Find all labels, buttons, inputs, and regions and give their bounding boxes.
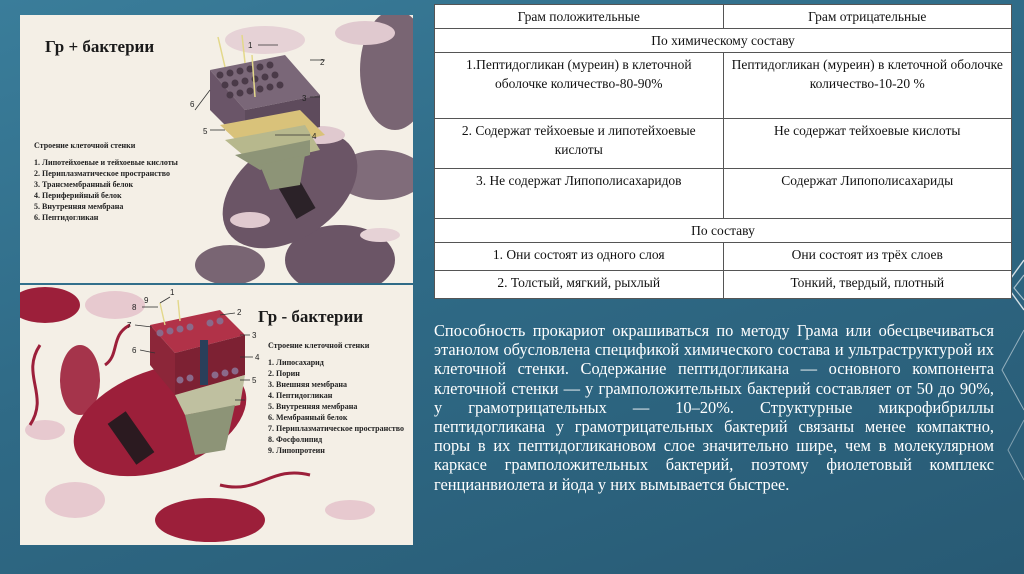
legend-item: 2. Порин [268, 369, 300, 378]
table-row [435, 271, 1012, 299]
callout-7: 7 [127, 321, 132, 330]
legend-item: 3. Внешняя мембрана [268, 380, 348, 389]
callout-5: 5 [252, 376, 257, 385]
legend-item: 8. Фосфолипид [268, 435, 323, 444]
callout-3: 3 [252, 331, 257, 340]
gram-negative-panel [20, 285, 413, 545]
legend-item: 4. Периферийный белок [34, 191, 122, 200]
callout-4: 4 [255, 353, 260, 362]
legend-item: 6. Мембранный белок [268, 413, 348, 422]
explanation-paragraph: Способность прокариот окрашиваться по методу Грама или обесцвечиваться этанолом обусловлена спецификой химического состава и ультраструктурой их клеточной стенки. Содержание пептидогликана — основного компонента клеточной стенки — у грамположительных бактерий составляет от 50 до 90%, у грамотрицательных — 10–20%. Структурные микрофибриллы пептидогликана у грамотрицательных бактерий связаны менее компактно, поры в их пептидогликановом слое значительно шире, чем в молекулярном каркасе грамположительных бактерий, поэтому фиолетовый комплекс генцианвиолета и йода у них вымывается быстрее. [434, 321, 994, 494]
gram-negative-legend [268, 340, 404, 456]
section-chemical-composition: По химическому составу [435, 29, 1012, 53]
callout-6: 6 [190, 100, 195, 109]
table-row [435, 53, 1012, 119]
legend-item: 1. Липотейхоевые и тейхоевые кислоты [34, 158, 178, 167]
table-row [435, 243, 1012, 271]
callout-6: 6 [132, 346, 137, 355]
legend-heading: Строение клеточной стенки [268, 341, 370, 350]
callout-1: 1 [248, 41, 253, 50]
table-cell: 1. Они состоят из одного слоя [435, 243, 724, 271]
legend-item: 5. Внутренняя мембрана [34, 202, 124, 211]
table-section-row [435, 29, 1012, 53]
section-composition: По составу [435, 219, 1012, 243]
table-cell: 2. Содержат тейхоевые и липотейхоевые кислоты [435, 119, 724, 169]
table-cell: 2. Толстый, мягкий, рыхлый [435, 271, 724, 299]
callout-1: 1 [170, 288, 175, 297]
legend-item: 7. Периплазматическое пространство [268, 424, 404, 433]
callout-8: 8 [132, 303, 137, 312]
callout-4: 4 [312, 132, 317, 141]
table-cell: Содержат Липополисахариды [723, 169, 1012, 219]
legend-item: 2. Периплазматическое пространство [34, 169, 170, 178]
gram-negative-title: Гр - бактерии [258, 307, 364, 326]
table-cell: Они состоят из трёх слоев [723, 243, 1012, 271]
callout-2: 2 [320, 58, 325, 67]
comparison-table [434, 4, 1012, 299]
gram-positive-panel [20, 15, 413, 283]
callout-9: 9 [144, 296, 149, 305]
legend-item: 4. Пептидогликан [268, 391, 333, 400]
legend-heading: Строение клеточной стенки [34, 141, 136, 150]
table-cell: Тонкий, твердый, плотный [723, 271, 1012, 299]
header-gram-negative: Грам отрицательные [723, 5, 1012, 29]
table-row [435, 169, 1012, 219]
callout-3: 3 [302, 94, 307, 103]
gram-positive-title: Гр + бактерии [45, 37, 155, 56]
table-cell: 1.Пептидогликан (муреин) в клеточной оболочке количество-80-90% [435, 53, 724, 119]
table-header-row [435, 5, 1012, 29]
legend-item: 9. Липопротеин [268, 446, 325, 455]
table-section-row [435, 219, 1012, 243]
legend-item: 5. Внутренняя мембрана [268, 402, 358, 411]
table-cell: 3. Не содержат Липополисахаридов [435, 169, 724, 219]
legend-item: 6. Пептидогликан [34, 213, 99, 222]
callout-2: 2 [237, 308, 242, 317]
legend-item: 1. Липосахарид [268, 358, 324, 367]
table-row [435, 119, 1012, 169]
table-cell: Не содержат тейхоевые кислоты [723, 119, 1012, 169]
callout-5: 5 [203, 127, 208, 136]
legend-item: 3. Трансмембранный белок [34, 180, 134, 189]
header-gram-positive: Грам положительные [435, 5, 724, 29]
gram-positive-legend [34, 140, 178, 223]
table-cell: Пептидогликан (муреин) в клеточной оболочке количество-10-20 % [723, 53, 1012, 119]
